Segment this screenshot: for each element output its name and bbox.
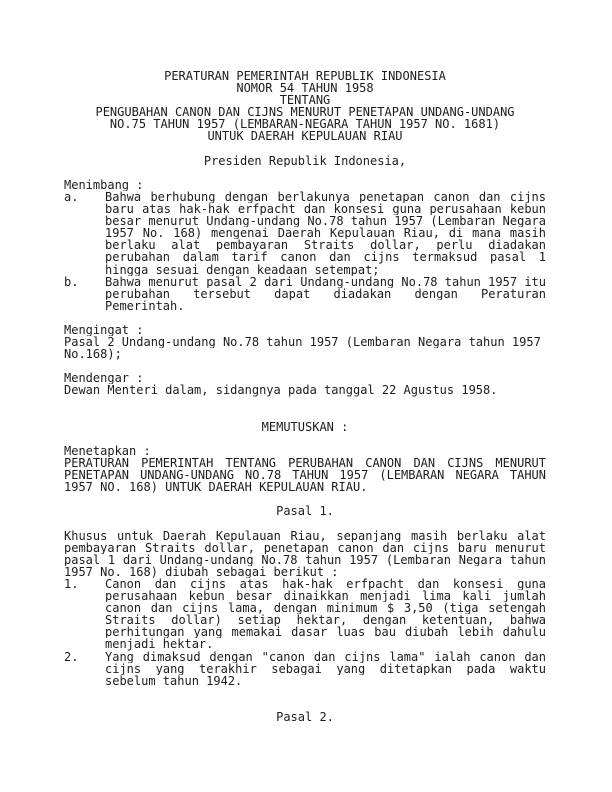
doc-line xyxy=(64,614,546,626)
doc-line xyxy=(64,602,546,614)
doc-line xyxy=(64,300,546,312)
doc-line xyxy=(64,638,546,650)
list-marker xyxy=(64,590,105,602)
list-marker xyxy=(64,638,105,650)
doc-line: Pasal 2. xyxy=(276,710,334,724)
list-marker xyxy=(64,239,105,251)
blank-line xyxy=(64,397,546,409)
doc-line-text: Bahwa berhubung dengan berlakunya penetapan canon dan cijns xyxy=(105,190,546,204)
list-marker: 2. xyxy=(64,650,79,663)
doc-line-text: perubahan tersebut dapat diadakan dengan Peraturan xyxy=(105,287,546,300)
list-marker xyxy=(64,300,105,312)
list-marker xyxy=(64,602,105,614)
doc-line: NO.75 TAHUN 1957 (LEMBARAN-NEGARA TAHUN 1957 NO. 1681) xyxy=(109,118,501,131)
list-marker xyxy=(64,251,105,263)
doc-line: Presiden Republik Indonesia, xyxy=(203,154,407,167)
doc-line-text: Straits dollar) setiap hektar, dengan ketentuan, bahwa xyxy=(105,614,546,627)
doc-line: Pasal 1. xyxy=(276,505,334,518)
doc-line: PERATURAN PEMERINTAH REPUBLIK INDONESIA xyxy=(164,70,446,83)
doc-line: PENGUBAHAN CANON DAN CIJNS MENURUT PENETAPAN UNDANG-UNDANG xyxy=(95,106,515,119)
doc-line: UNTUK DAERAH KEPULAUAN RIAU xyxy=(207,130,403,143)
doc-line-text: berlaku alat pembayaran Straits dollar, perlu diadakan xyxy=(105,239,546,252)
doc-line-text: Yang dimaksud dengan "canon dan cijns lama" ialah canon dan xyxy=(105,650,546,663)
doc-line xyxy=(64,590,546,602)
doc-line-text: besar menurut Undang-undang No.78 tahun 1957 (Lembaran Negara xyxy=(105,215,546,228)
blank-line xyxy=(64,312,546,324)
doc-line: TENTANG xyxy=(279,94,331,107)
doc-line xyxy=(64,578,546,590)
list-marker: b. xyxy=(64,275,79,288)
doc-line: Mengingat : xyxy=(64,323,144,337)
doc-line xyxy=(64,288,546,300)
doc-line-text: cijns yang terakhir sebagai yang ditetapkan pada waktu xyxy=(105,662,546,675)
doc-line: Menetapkan : xyxy=(64,444,151,457)
doc-line: No.168); xyxy=(64,348,122,361)
doc-line: Menimbang : xyxy=(64,178,144,191)
doc-line xyxy=(64,675,546,687)
doc-line-text: sebelum tahun 1942. xyxy=(105,674,243,687)
doc-line-text: canon dan cijns lama, dengan minimum $ 3,50 (tiga setengah xyxy=(105,602,546,615)
doc-line xyxy=(64,239,546,251)
doc-line: pembayaran Straits dollar, penetapan canon dan cijns baru menurut xyxy=(64,541,546,554)
doc-line xyxy=(64,264,546,276)
blank-line xyxy=(64,493,546,505)
doc-line: pasal 1 dari Undang-undang No.78 tahun 1957 (Lembaran Negara tahun xyxy=(64,553,546,566)
list-marker xyxy=(64,675,105,687)
doc-line xyxy=(64,215,546,227)
blank-line xyxy=(64,517,546,529)
doc-line-text: perhitungan yang memakai dasar luas bau diubah lebih dahulu xyxy=(105,626,546,639)
doc-line xyxy=(64,651,546,663)
list-marker: 1. xyxy=(64,577,79,591)
blank-line xyxy=(64,433,546,445)
doc-line: PERATURAN PEMERINTAH TENTANG PERUBAHAN CANON DAN CIJNS MENURUT xyxy=(64,457,546,470)
doc-line-text: menjadi hektar. xyxy=(105,638,214,651)
list-marker xyxy=(64,626,105,638)
doc-line xyxy=(64,276,546,288)
list-marker xyxy=(64,227,105,239)
doc-line-text: baru atas hak-hak erfpacht dan konsesi guna perusahaan kebun xyxy=(105,203,546,216)
doc-line: Dewan Menteri dalam, sidangnya pada tanggal 22 Agustus 1958. xyxy=(64,384,498,397)
doc-line xyxy=(64,663,546,675)
doc-line-text: perusahaan kebun besar dinaikkan menjadi lima kali jumlah xyxy=(105,590,546,603)
doc-line-text: 1957 No. 168) mengenai Daerah Kepulauan Riau, di mana masih xyxy=(105,227,546,240)
doc-line: 1957 No. 168) diubah sebagai berikut : xyxy=(64,565,339,578)
list-marker: a. xyxy=(64,190,79,204)
list-marker xyxy=(64,215,105,227)
doc-line: Khusus untuk Daerah Kepulauan Riau, sepanjang masih berlaku alat xyxy=(64,529,546,542)
doc-line xyxy=(64,626,546,638)
doc-line-text: Canon dan cijns atas hak-hak erfpacht dan konsesi guna xyxy=(105,577,546,591)
doc-line: 1957 NO. 168) UNTUK DAERAH KEPULAUAN RIAU. xyxy=(64,481,368,494)
doc-line: Pasal 2 Undang-undang No.78 tahun 1957 (Lembaran Negara tahun 1957 xyxy=(64,336,541,349)
doc-line: PENETAPAN UNDANG-UNDANG NO.78 TAHUN 1957 (LEMBARAN NEGARA TAHUN xyxy=(64,469,546,482)
list-marker xyxy=(64,288,105,300)
list-marker xyxy=(64,614,105,626)
doc-line: Mendengar : xyxy=(64,372,144,385)
doc-line xyxy=(64,251,546,263)
blank-line xyxy=(64,360,546,372)
doc-line xyxy=(64,203,546,215)
doc-line xyxy=(64,227,546,239)
doc-line xyxy=(64,191,546,203)
doc-line-text: Pemerintah. xyxy=(105,299,185,312)
blank-line xyxy=(64,699,546,711)
blank-line xyxy=(64,687,546,699)
list-marker xyxy=(64,203,105,215)
doc-line: NOMOR 54 TAHUN 1958 xyxy=(236,82,374,95)
doc-line: MEMUTUSKAN : xyxy=(261,420,349,433)
doc-line-text: Bahwa menurut pasal 2 dari Undang-undang No.78 tahun 1957 itu xyxy=(105,275,546,288)
list-marker xyxy=(64,264,105,276)
doc-line-text: perubahan dalam tarif canon dan cijns termaksud pasal 1 xyxy=(105,251,546,264)
document-text xyxy=(64,70,546,723)
blank-line xyxy=(64,167,546,179)
blank-line xyxy=(64,409,546,421)
list-marker xyxy=(64,663,105,675)
doc-line-text: hingga sesuai dengan keadaan setempat; xyxy=(105,263,380,276)
blank-line xyxy=(64,143,546,155)
